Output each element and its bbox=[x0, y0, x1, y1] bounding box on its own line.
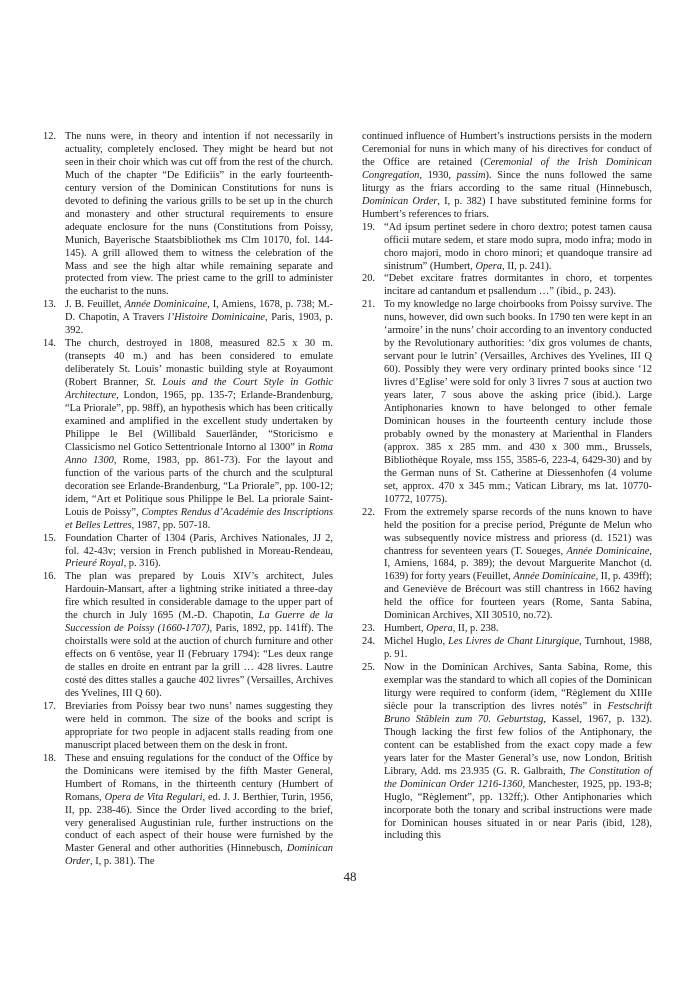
left-column bbox=[43, 131, 333, 869]
footnote-number: 23. bbox=[362, 623, 375, 635]
footnote-text: These and ensuing regulations for the conduct of the Office by the Dominicans were itemised by the fifth Master General, Humbert of Romans, in the thirteenth century (Humbert of Romans, Opera de Vita Regulari, ed. J. J. Berthier, Turin, 1956, II, pp. 238-46). Since the Order lived according to the brief, very generalised Augustinian rule, further instructions on the conduct of each aspect of their house were furnished by the Master General and other authorities (Hinnebusch, Dominican Order, I, p. 381). The bbox=[65, 752, 333, 868]
footnote bbox=[43, 131, 333, 299]
footnote-text: The nuns were, in theory and intention if not necessarily in actuality, completely enclosed. They might be heard but not seen in their choir which was cut off from the rest of the church. Much of the chapter “De Edificiis” in the early fourteenth-century version of the Dominican Constitutions for nuns is devoted to defining the various grills to be set up in the church and monastery and other structural requirements to ensure adequate enclosure for the nuns (Constitutions from Poissy, Munich, Bayerische Staatsbibliothek ms Clm 10170, fol. 144-145). A grill allowed them to witness the celebration of the Mass and see the high altar while remaining separate and protected from view. The priest came to the grill to administer the eucharist to the nuns. bbox=[65, 131, 333, 298]
footnote-text: Humbert, Opera, II, p. 238. bbox=[384, 623, 499, 635]
footnote-number: 22. bbox=[362, 506, 375, 518]
footnote-text: To my knowledge no large choirbooks from Poissy survive. The nuns, however, did own such books. In 1790 ten were kept in an ‘armoire’ in the nuns’ choir according to an inventory conducted by the Revolutionary authorities: ‘dix gros volumes de chants, servant pour le lutrin’ (Versailles, Archives des Yvelines, III Q 60). Possibly they were very ordinary printed books since ‘12 livres d’Eglise’ were sold for only 3 livres 7 sous at auction two years later, 7 sous above the asking price (ibid.). Large Antiphonaries known to have belonged to other female Dominican houses in the fourteenth century include those probably owned by the monastery at Marienthal in Flanders (approx. 385 x 285 mm. and 430 x 300 mm., Brussels, Bibliothèque Royale, mss 155, 3585-6, 223-4, 6429-30) and by the German nuns of St. Catherine at Diessenhofen (4 volume set, approx. 470 x 345 mm.; Vatican Library, ms lat. 10770-10772, 10775). bbox=[384, 299, 652, 505]
footnote bbox=[43, 701, 333, 753]
footnote-text: From the extremely sparse records of the nuns known to have held the position for a precise period, Prégunte de Melun who was subsequently novice mistress and prioress (d. 1521) was chantress for seventeen years (T. Soueges, Année Dominicaine, I, Amiens, 1684, p. 389); the devout Marguerite Manchot (d. 1639) for forty years (Feuillet, Année Dominicaine, II, p. 439ff); and Geneviève de Brécourt was still chantress in 1662 having held the office for fourteen years (Rome, Santa Sabina, Dominican Archives, XII 30510, no.72). bbox=[384, 506, 652, 622]
note-continuation: continued influence of Humbert’s instructions persists in the modern Ceremonial for nuns in which many of his directives for conduct of the Office are retained (Ceremonial of the Irish Dominican Congregation, 1930, passim). Since the nuns followed the same liturgy as the friars according to the same ritual (Hinnebusch, Dominican Order, I, p. 382) I have substituted feminine forms for Humbert’s references to friars. bbox=[362, 131, 653, 220]
footnote-text: Michel Huglo, Les Livres de Chant Liturgique, Turnhout, 1988, p. 91. bbox=[384, 636, 653, 661]
footnote-text: Breviaries from Poissy bear two nuns’ names suggesting they were held in common. The size of the books and script is appropriate for two people in adjacent stalls reading from one manuscript placed between them on the desk in front. bbox=[65, 700, 333, 751]
footnote bbox=[43, 299, 333, 338]
footnote-number: 16. bbox=[43, 571, 56, 583]
footnote-number: 13. bbox=[43, 299, 56, 311]
page-number: 48 bbox=[343, 869, 357, 884]
right-column bbox=[362, 131, 652, 843]
footnote bbox=[362, 273, 652, 299]
footnote-text: J. B. Feuillet, Année Dominicaine, I, Amiens, 1678, p. 738; M.-D. Chapotin, A Travers l’Histoire Dominicaine, Paris, 1903, p. 392. bbox=[65, 299, 333, 337]
footnote-text: “Ad ipsum pertinet sedere in choro dextro; potest tamen causa officii mutare sedem, et stare modo supra, modo infra; modo in choro majori, modo in choro minori; et quandoque transire ad sinistrum” (Humbert, Opera, II, p. 241). bbox=[384, 221, 652, 272]
footnote bbox=[43, 571, 333, 701]
footnote-text: Foundation Charter of 1304 (Paris, Archives Nationales, JJ 2, fol. 42-43v; version in French published in Moreau-Rendeau, Prieuré Royal, p. 316). bbox=[65, 532, 333, 570]
footnote bbox=[362, 299, 652, 506]
footnote-number: 12. bbox=[43, 131, 56, 142]
footnote-number: 19. bbox=[362, 221, 375, 233]
footnote bbox=[362, 222, 652, 274]
footnote bbox=[362, 662, 652, 843]
footnote-number: 20. bbox=[362, 273, 375, 285]
footnote-number: 17. bbox=[43, 700, 56, 712]
footnote-number: 25. bbox=[362, 662, 375, 674]
footnote-text: The church, destroyed in 1808, measured 82.5 x 30 m. (transepts 40 m.) and has been considered to emulate deliberately St. Louis’ monastic building style at Royaumont (Robert Branner, St. Louis and the Court Style in Gothic Architecture, London, 1965, pp. 135-7; Erlande-Brandenburg, “La Priorale”, pp. 98ff), an hypothesis which has been critically examined and amplified in the excellent study undertaken by Philippe le Bel (Willibald Sauerländer, “Storicismo e Classicismo nel Gotico Settentrionale Intorno al 1300” in Roma Anno 1300, Rome, 1983, pp. 861-73). For the layout and function of the various parts of the church and the sculptural decoration see Erlande-Brandenburg, “La Priorale”, pp. 100-12; idem, “Art et Politique sous Philippe le Bel. La priorale Saint-Louis de Poissy”, Comptes Rendus d’Académie des Inscriptions et Belles Lettres, 1987, pp. 507-18. bbox=[65, 338, 334, 531]
footnote bbox=[43, 753, 333, 870]
footnote-number: 18. bbox=[43, 752, 56, 764]
footnote-number: 24. bbox=[362, 636, 375, 648]
footnote-text: The plan was prepared by Louis XIV’s architect, Jules Hardouin-Mansart, after a lightning strike initiated a three-day fire which resulted in considerable damage to the upper part of the church in July 1695 (M.-D. Chapotin, La Guerre de la Succession de Poissy (1660-1707), Paris, 1892, pp. 141ff). The choirstalls were sold at the auction of church furniture and other effects on 6 ventôse, year II (February 1794): “Les deux range de stalles en droite en entrant par la grill … 428 livres. Lautre costé des dittes stalles a gauche 402 livres” (Versailles, Archives des Yvelines, III Q 60). bbox=[65, 571, 334, 699]
footnote bbox=[43, 338, 333, 532]
footnote-text: “Debet excitare fratres dormitantes in choro, et torpentes incitare ad cantandum et psallendum …” (ibid., p. 243). bbox=[384, 273, 652, 298]
footnote-text: Now in the Dominican Archives, Santa Sabina, Rome, this exemplar was the standard to which all copies of the Dominican liturgy were required to conform (idem, “Règlement du XIIIe siècle pour la transcription des livres notés” in Festschrift Bruno Stäblein zum 70. Geburtstag, Kassel, 1967, p. 132). Though lacking the first few folios of the Antiphonary, the content can be established from the exact copy made a few years later for the Master General’s use, now London, British Library, Add. ms 23.935 (G. R. Galbraith, The Constitution of the Dominican Order 1216-1360, Manchester, 1925, pp. 193-8; Huglo, “Règlement”, pp. 132ff;). Other Antiphonaries which incorporate both the tonary and scribal instructions were made for Dominican houses situated in or near Paris (ibid, 128), including this bbox=[384, 662, 653, 842]
footnote bbox=[362, 507, 652, 624]
footnote bbox=[43, 533, 333, 572]
footnote bbox=[362, 623, 652, 636]
footnote-number: 21. bbox=[362, 299, 375, 311]
footnote-number: 15. bbox=[43, 532, 56, 544]
footnote-number: 14. bbox=[43, 338, 56, 350]
footnote bbox=[362, 636, 652, 662]
